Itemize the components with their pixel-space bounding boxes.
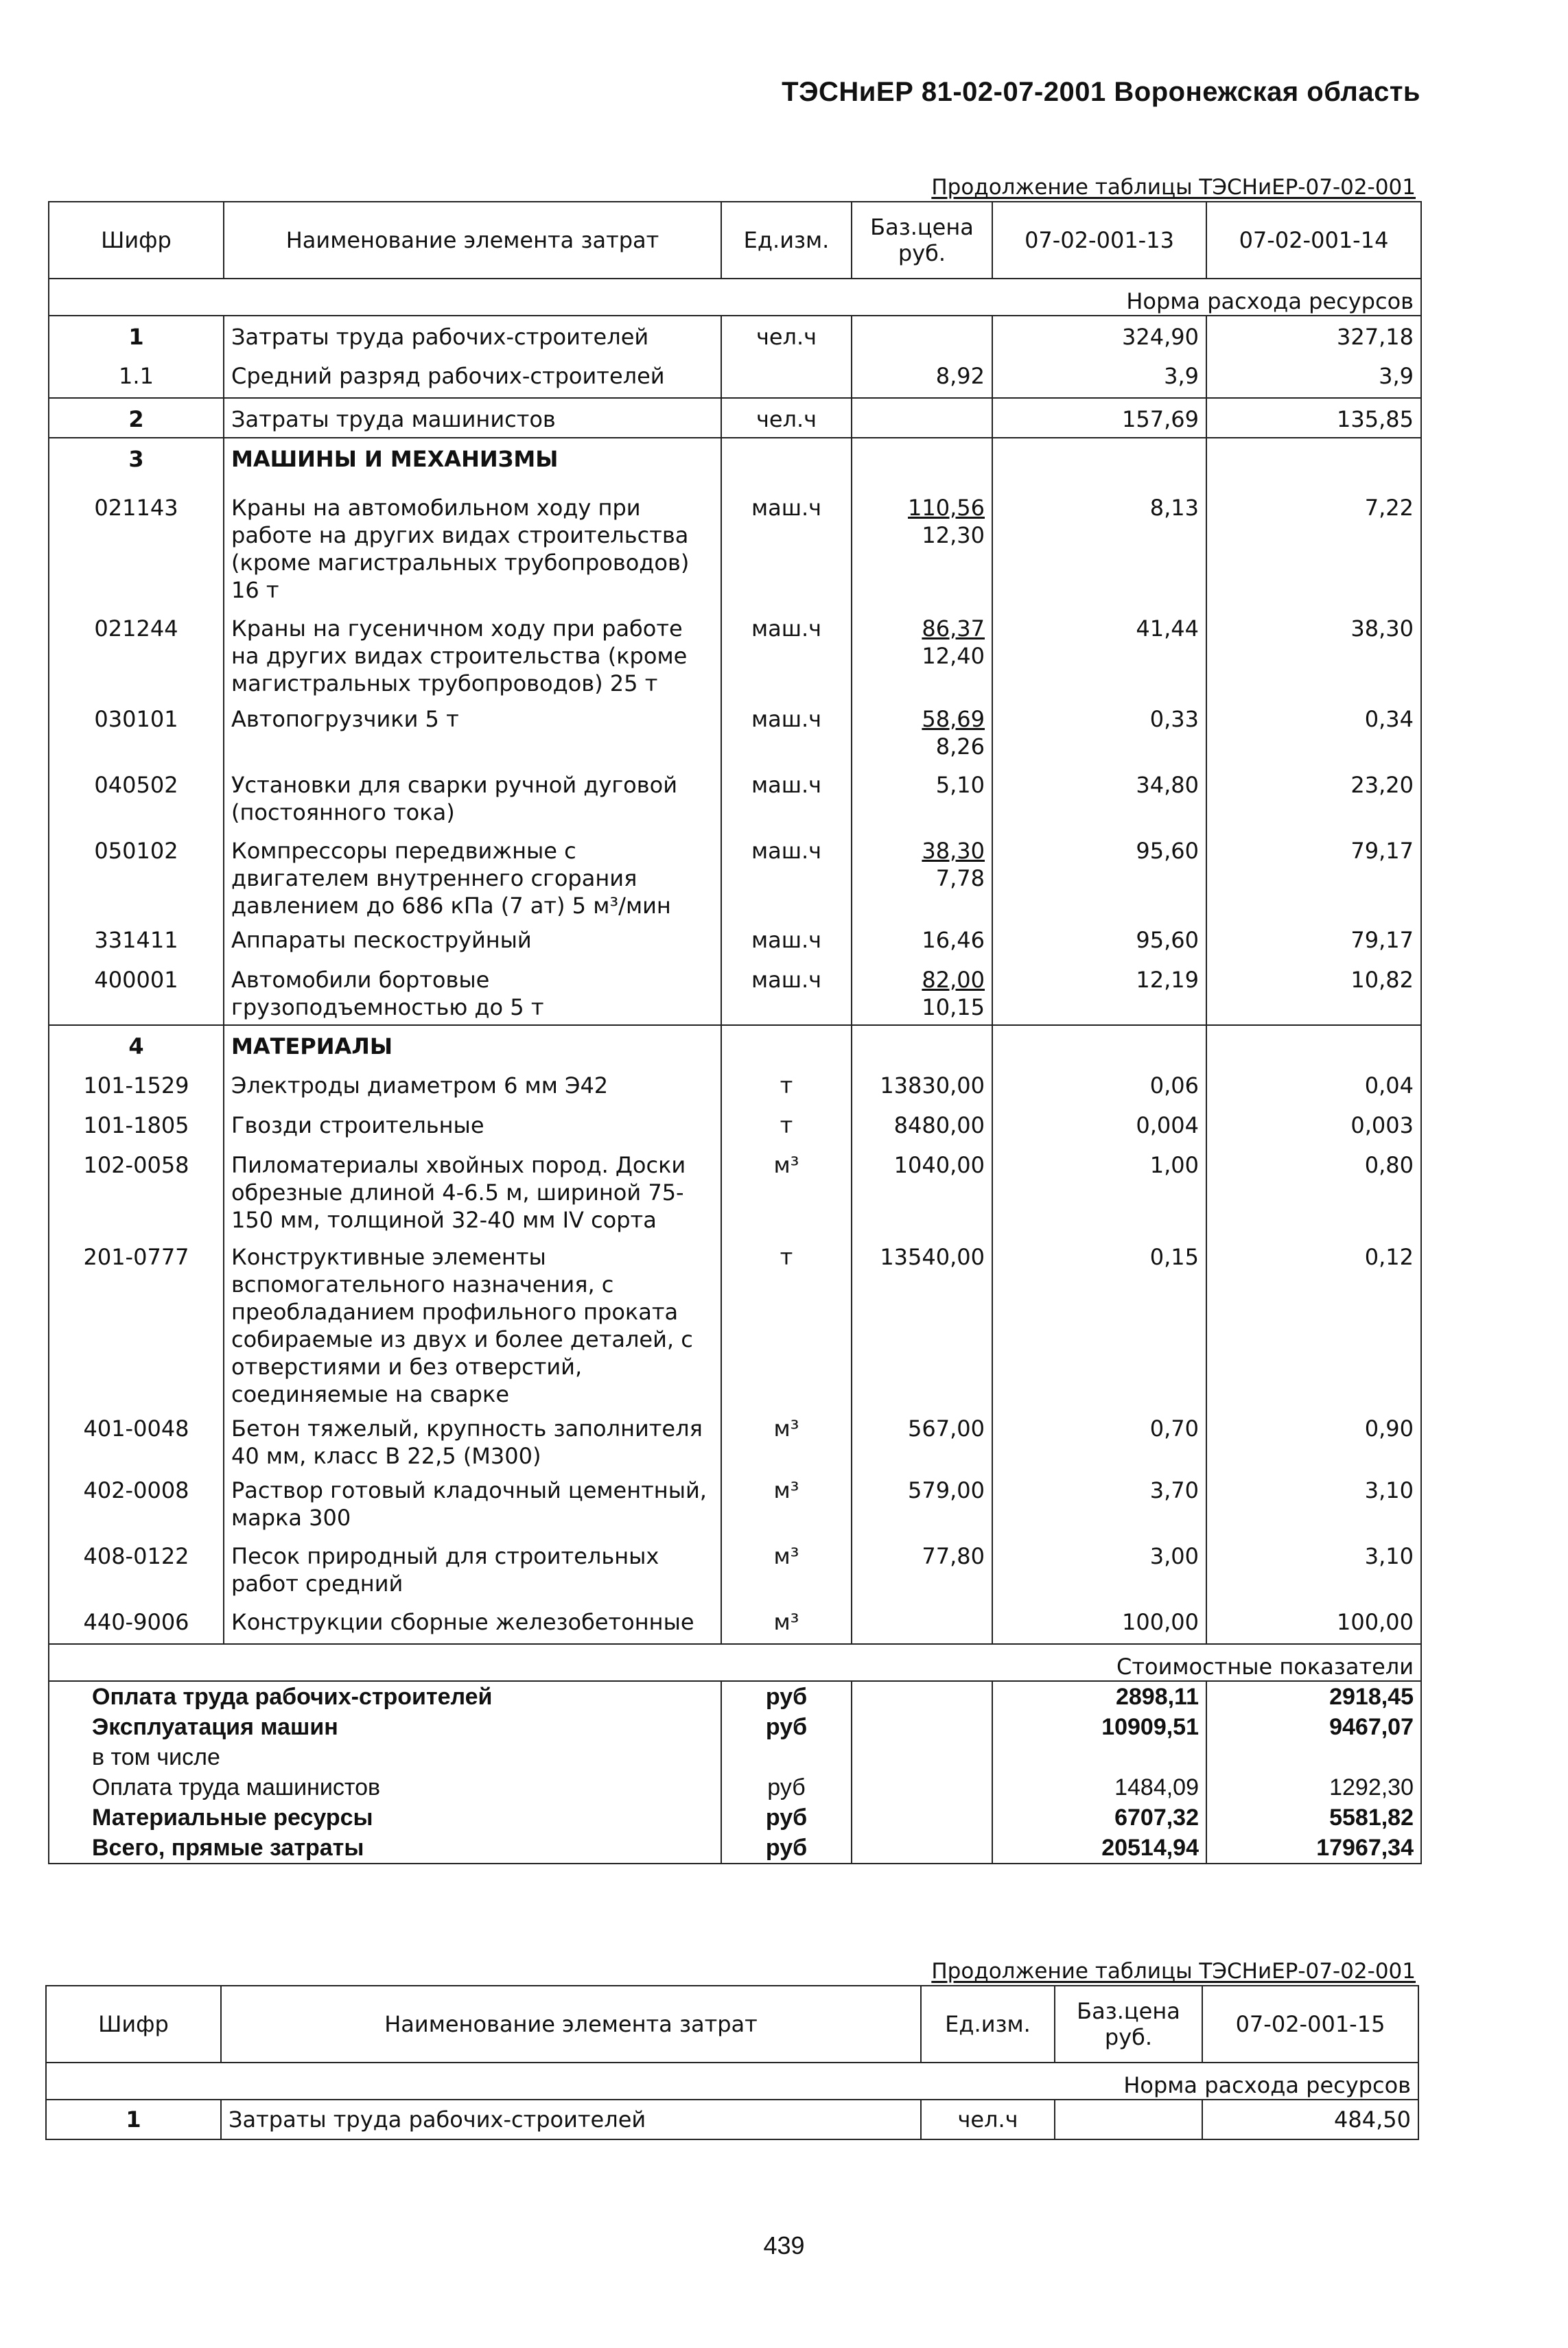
row-price-value: 13540,00	[880, 1244, 985, 1270]
cost-unit: руб	[721, 1681, 852, 1712]
row-norm13: 0,33	[992, 698, 1206, 764]
row-norm13: 3,9	[992, 355, 1206, 398]
row-unit: м³	[721, 1144, 852, 1236]
cost-unit	[721, 1742, 852, 1772]
table2-header-row	[46, 1986, 1418, 2063]
cost-norm14	[1206, 1742, 1421, 1772]
col-code-header: Шифр	[49, 202, 224, 279]
row-price-value: 38,30	[922, 838, 985, 864]
row-name: Затраты труда рабочих-строителей	[224, 316, 721, 355]
row-code: 331411	[49, 919, 224, 959]
row-price	[852, 1470, 992, 1536]
row-name: Компрессоры передвижные с двигателем внутреннего сгорания давлением до 686 кПа (7 ат) 5 м³/мин	[224, 830, 721, 919]
t2-col-unit-header: Ед.изм.	[921, 1986, 1055, 2063]
row-norm13: 95,60	[992, 830, 1206, 919]
row-price	[1055, 2100, 1202, 2139]
row-price-value: 579,00	[908, 1477, 985, 1503]
row-norm13: 95,60	[992, 919, 1206, 959]
row-code: 102-0058	[49, 1144, 224, 1236]
row-norm14	[1206, 438, 1421, 487]
row-name: Конструктивные элементы вспомогательного назначения, с преобладанием профильного проката собираемые из двух и более деталей, с отверстиями и без отверстий, соединяемые на сварке	[224, 1236, 721, 1408]
table-row	[49, 1144, 1421, 1236]
t2-col-code-header: Шифр	[46, 1986, 221, 2063]
row-norm13: 100,00	[992, 1601, 1206, 1644]
cost-norm14: 9467,07	[1206, 1712, 1421, 1742]
row-unit: маш.ч	[721, 764, 852, 830]
row-price	[852, 487, 992, 608]
row-price-value: 82,00	[922, 967, 985, 993]
table-row	[49, 355, 1421, 398]
table-row	[49, 316, 1421, 355]
row-price-wage: 10,15	[922, 994, 985, 1020]
row-price-wage: 12,40	[922, 643, 985, 669]
table-row	[49, 487, 1421, 608]
row-name: Краны на автомобильном ходу при работе на других видах строительства (кроме магистральных трубопроводов) 16 т	[224, 487, 721, 608]
row-norm13: 0,70	[992, 1408, 1206, 1470]
row-unit	[721, 438, 852, 487]
row-name: Краны на гусеничном ходу при работе на других видах строительства (кроме магистральных трубопроводов) 25 т	[224, 608, 721, 698]
col-norm13-header: 07-02-001-13	[992, 202, 1206, 279]
cost-price	[852, 1772, 992, 1803]
row-norm13: 3,00	[992, 1536, 1206, 1601]
row-name: Электроды диаметром 6 мм Э42	[224, 1065, 721, 1105]
row-code: 201-0777	[49, 1236, 224, 1408]
row-norm14: 0,003	[1206, 1105, 1421, 1144]
row-price-value: 1040,00	[893, 1152, 985, 1178]
row-unit: маш.ч	[721, 959, 852, 1025]
t2-norm-label-row	[46, 2063, 1418, 2100]
cost-label-cell: в том числе	[49, 1742, 721, 1772]
row-unit: м³	[721, 1536, 852, 1601]
table-row	[49, 1470, 1421, 1536]
row-norm13: 0,06	[992, 1065, 1206, 1105]
cost-unit: руб	[721, 1772, 852, 1803]
row-norm13: 1,00	[992, 1144, 1206, 1236]
row-code: 401-0048	[49, 1408, 224, 1470]
row-code: 021244	[49, 608, 224, 698]
row-price	[852, 1105, 992, 1144]
cost-price	[852, 1803, 992, 1833]
table-row	[49, 959, 1421, 1025]
row-name: Средний разряд рабочих-строителей	[224, 355, 721, 398]
cost-row	[49, 1833, 1421, 1864]
row-norm14: 79,17	[1206, 830, 1421, 919]
row-norm14: 3,10	[1206, 1536, 1421, 1601]
table-row	[49, 608, 1421, 698]
row-name: Установки для сварки ручной дуговой (постоянного тока)	[224, 764, 721, 830]
row-price	[852, 316, 992, 355]
table2-body	[46, 2100, 1418, 2139]
table-row	[49, 919, 1421, 959]
row-unit: маш.ч	[721, 919, 852, 959]
table-row	[49, 438, 1421, 487]
row-code: 400001	[49, 959, 224, 1025]
cost-row	[49, 1772, 1421, 1803]
row-name: Затраты труда машинистов	[224, 398, 721, 438]
row-price	[852, 764, 992, 830]
row-price	[852, 438, 992, 487]
row-unit	[721, 1025, 852, 1065]
row-price-value: 8480,00	[893, 1112, 985, 1138]
row-name: Аппараты пескоструйный	[224, 919, 721, 959]
row-norm13: 3,70	[992, 1470, 1206, 1536]
row-unit: чел.ч	[921, 2100, 1055, 2139]
row-unit: маш.ч	[721, 830, 852, 919]
row-norm13: 0,15	[992, 1236, 1206, 1408]
row-code: 040502	[49, 764, 224, 830]
row-norm14: 7,22	[1206, 487, 1421, 608]
row-price-value: 110,56	[908, 495, 985, 521]
cost-row	[49, 1681, 1421, 1712]
table1-continuation: Продолжение таблицы ТЭСНиЕР-07-02-001	[931, 175, 1416, 200]
row-norm13	[992, 438, 1206, 487]
t2-col-name-header: Наименование элемента затрат	[221, 1986, 921, 2063]
row-price-value: 13830,00	[880, 1072, 985, 1099]
row-norm14: 0,12	[1206, 1236, 1421, 1408]
row-norm13: 41,44	[992, 608, 1206, 698]
row-unit: чел.ч	[721, 316, 852, 355]
table-row	[49, 1601, 1421, 1644]
row-price-value: 567,00	[908, 1416, 985, 1442]
row-name: Пиломатериалы хвойных пород. Доски обрезные длиной 4-6.5 м, шириной 75-150 мм, толщиной 32-40 мм IV сорта	[224, 1144, 721, 1236]
cost-label-cell: Всего, прямые затраты	[49, 1833, 721, 1864]
row-norm14: 100,00	[1206, 1601, 1421, 1644]
t2-col-price-header: Баз.цена руб.	[1055, 1986, 1202, 2063]
row-norm13: 157,69	[992, 398, 1206, 438]
row-norm14: 3,9	[1206, 355, 1421, 398]
table-row	[49, 764, 1421, 830]
table-row	[49, 1408, 1421, 1470]
cost-norm13: 10909,51	[992, 1712, 1206, 1742]
row-price	[852, 608, 992, 698]
cost-price	[852, 1681, 992, 1712]
row-norm14: 79,17	[1206, 919, 1421, 959]
row-code: 402-0008	[49, 1470, 224, 1536]
cost-label: Стоимостные показатели	[992, 1644, 1421, 1681]
row-name: Бетон тяжелый, крупность заполнителя 40 мм, класс В 22,5 (М300)	[224, 1408, 721, 1470]
row-price-wage: 8,26	[935, 733, 985, 760]
table-row	[49, 1105, 1421, 1144]
row-norm14: 38,30	[1206, 608, 1421, 698]
row-name: Песок природный для строительных работ средний	[224, 1536, 721, 1601]
row-unit	[721, 355, 852, 398]
row-norm14: 0,04	[1206, 1065, 1421, 1105]
row-norm13: 34,80	[992, 764, 1206, 830]
col-norm14-header: 07-02-001-14	[1206, 202, 1421, 279]
row-norm14: 135,85	[1206, 398, 1421, 438]
row-norm14: 0,90	[1206, 1408, 1421, 1470]
cost-row	[49, 1742, 1421, 1772]
table-row	[49, 1065, 1421, 1105]
cost-norm14: 2918,45	[1206, 1681, 1421, 1712]
col-name-header: Наименование элемента затрат	[224, 202, 721, 279]
row-price	[852, 1144, 992, 1236]
norm-label-row	[49, 279, 1421, 316]
row-norm14: 0,34	[1206, 698, 1421, 764]
cost-price	[852, 1833, 992, 1864]
t2-norm-label: Норма расхода ресурсов	[1055, 2063, 1418, 2100]
resource-table-1	[48, 201, 1422, 1864]
row-price	[852, 1601, 992, 1644]
cost-unit: руб	[721, 1833, 852, 1864]
row-name: МАТЕРИАЛЫ	[224, 1025, 721, 1065]
row-norm13: 8,13	[992, 487, 1206, 608]
cost-row	[49, 1803, 1421, 1833]
cost-label-cell: Эксплуатация машин	[49, 1712, 721, 1742]
row-unit: м³	[721, 1601, 852, 1644]
row-price	[852, 398, 992, 438]
row-price	[852, 1236, 992, 1408]
cost-norm13: 6707,32	[992, 1803, 1206, 1833]
cost-norm14: 1292,30	[1206, 1772, 1421, 1803]
cost-norm13: 20514,94	[992, 1833, 1206, 1864]
row-code: 030101	[49, 698, 224, 764]
cost-label-row	[49, 1644, 1421, 1681]
row-norm13	[992, 1025, 1206, 1065]
row-price	[852, 1025, 992, 1065]
row-norm14	[1206, 1025, 1421, 1065]
cost-unit: руб	[721, 1803, 852, 1833]
cost-norm13: 1484,09	[992, 1772, 1206, 1803]
table2-continuation: Продолжение таблицы ТЭСНиЕР-07-02-001	[931, 1959, 1416, 1984]
cost-price	[852, 1712, 992, 1742]
row-norm13: 0,004	[992, 1105, 1206, 1144]
row-name: Автопогрузчики 5 т	[224, 698, 721, 764]
t2-col-norm15-header: 07-02-001-15	[1202, 1986, 1418, 2063]
cost-norm14: 5581,82	[1206, 1803, 1421, 1833]
row-price-value: 8,92	[935, 363, 985, 389]
row-price-value: 5,10	[935, 772, 985, 798]
table1-body	[49, 316, 1421, 1644]
row-norm14: 327,18	[1206, 316, 1421, 355]
row-code: 1	[49, 316, 224, 355]
row-code: 2	[49, 398, 224, 438]
row-norm13: 324,90	[992, 316, 1206, 355]
row-code: 3	[49, 438, 224, 487]
cost-norm13: 2898,11	[992, 1681, 1206, 1712]
table-row	[49, 830, 1421, 919]
cost-norm13	[992, 1742, 1206, 1772]
row-unit: чел.ч	[721, 398, 852, 438]
row-price-wage: 12,30	[922, 522, 985, 548]
row-code: 408-0122	[49, 1536, 224, 1601]
row-norm14: 10,82	[1206, 959, 1421, 1025]
row-norm14: 3,10	[1206, 1470, 1421, 1536]
cost-price	[852, 1742, 992, 1772]
row-code: 101-1529	[49, 1065, 224, 1105]
row-price	[852, 919, 992, 959]
row-code: 4	[49, 1025, 224, 1065]
cost-body	[49, 1681, 1421, 1864]
row-code: 1	[46, 2100, 221, 2139]
row-name: Гвозди строительные	[224, 1105, 721, 1144]
row-price	[852, 1408, 992, 1470]
row-price	[852, 959, 992, 1025]
document-header: ТЭСНиЕР 81-02-07-2001 Воронежская область	[782, 77, 1420, 107]
table-row	[49, 1025, 1421, 1065]
row-unit: маш.ч	[721, 698, 852, 764]
cost-label-cell: Оплата труда машинистов	[49, 1772, 721, 1803]
row-code: 1.1	[49, 355, 224, 398]
row-norm14: 23,20	[1206, 764, 1421, 830]
row-code: 440-9006	[49, 1601, 224, 1644]
row-price-value: 77,80	[922, 1543, 985, 1569]
row-price-value: 58,69	[922, 706, 985, 732]
row-unit: маш.ч	[721, 608, 852, 698]
page-number: 439	[763, 2231, 805, 2259]
row-price	[852, 698, 992, 764]
row-name: Автомобили бортовые грузоподъемностью до 5 т	[224, 959, 721, 1025]
resource-table-2	[45, 1985, 1419, 2140]
row-unit: т	[721, 1236, 852, 1408]
row-norm13: 12,19	[992, 959, 1206, 1025]
table1-header-row	[49, 202, 1421, 279]
row-name: Раствор готовый кладочный цементный, марка 300	[224, 1470, 721, 1536]
row-name: Затраты труда рабочих-строителей	[221, 2100, 921, 2139]
row-price	[852, 1065, 992, 1105]
row-price-wage: 7,78	[935, 865, 985, 891]
row-unit: т	[721, 1105, 852, 1144]
row-unit: м³	[721, 1408, 852, 1470]
row-code: 021143	[49, 487, 224, 608]
row-unit: т	[721, 1065, 852, 1105]
cost-label-cell: Оплата труда рабочих-строителей	[49, 1681, 721, 1712]
cost-label-cell: Материальные ресурсы	[49, 1803, 721, 1833]
row-norm14: 0,80	[1206, 1144, 1421, 1236]
table-row	[49, 1236, 1421, 1408]
norm-label: Норма расхода ресурсов	[992, 279, 1421, 316]
row-price	[852, 1536, 992, 1601]
cost-unit: руб	[721, 1712, 852, 1742]
row-norm15: 484,50	[1202, 2100, 1418, 2139]
table-row	[49, 698, 1421, 764]
row-name: МАШИНЫ И МЕХАНИЗМЫ	[224, 438, 721, 487]
row-price	[852, 355, 992, 398]
row-unit: маш.ч	[721, 487, 852, 608]
cost-row	[49, 1712, 1421, 1742]
row-price-value: 86,37	[922, 615, 985, 642]
row-unit: м³	[721, 1470, 852, 1536]
table-row	[46, 2100, 1418, 2139]
table-row	[49, 398, 1421, 438]
col-unit-header: Ед.изм.	[721, 202, 852, 279]
row-code: 050102	[49, 830, 224, 919]
row-price-value: 16,46	[922, 927, 985, 953]
row-name: Конструкции сборные железобетонные	[224, 1601, 721, 1644]
row-code: 101-1805	[49, 1105, 224, 1144]
row-price	[852, 830, 992, 919]
table-row	[49, 1536, 1421, 1601]
cost-norm14: 17967,34	[1206, 1833, 1421, 1864]
col-price-header: Баз.цена руб.	[852, 202, 992, 279]
